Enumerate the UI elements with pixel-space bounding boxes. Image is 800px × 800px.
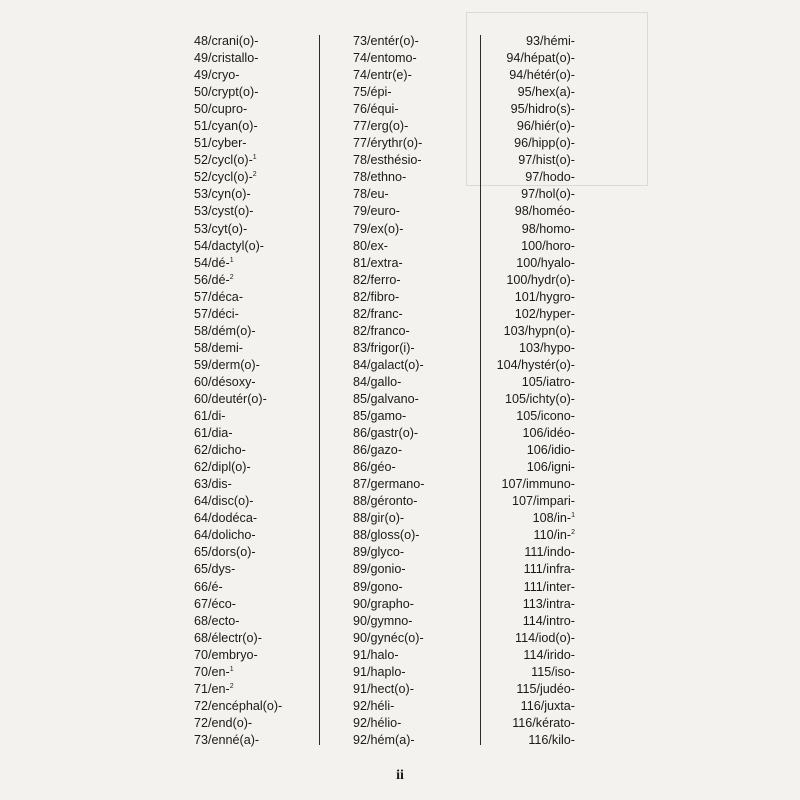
entry-text: 49/cristallo- (194, 51, 259, 66)
entry-text: 92/héli- (353, 698, 395, 713)
entry-text: 88/gloss(o)- (353, 528, 420, 543)
entry-text: 88/gir(o)- (353, 511, 405, 526)
entry-text: 92/hélio- (353, 715, 402, 730)
entry-text: 100/horo- (521, 238, 575, 253)
entry-text: 51/cyber- (194, 136, 247, 151)
entry-text: 79/ex(o)- (353, 221, 404, 236)
entry-text: 82/ferro- (353, 272, 401, 287)
entry-text: 116/kilo- (528, 732, 575, 747)
index-entry (353, 340, 415, 357)
entry-text: 85/gamo- (353, 409, 407, 424)
index-entry (527, 442, 575, 459)
entry-text: 61/dia- (194, 426, 233, 441)
index-entry (194, 84, 258, 101)
entry-text: 114/irido- (523, 647, 575, 662)
index-entry (353, 698, 394, 715)
index-entry (517, 118, 575, 135)
index-entry (502, 476, 576, 493)
homonym-number: 1 (229, 256, 234, 264)
entry-text: 63/dis- (194, 477, 232, 492)
index-entry (194, 698, 282, 715)
entry-text: 76/équi- (353, 102, 399, 117)
index-entry (512, 715, 575, 732)
entry-text: 84/gallo- (353, 374, 402, 389)
entry-text: 52/cycl(o)- (194, 170, 253, 185)
index-entry (534, 527, 575, 544)
index-entry (353, 664, 406, 681)
index-entry (521, 186, 575, 203)
index-entry (194, 613, 240, 630)
index-entry (522, 425, 575, 442)
index-entry (519, 340, 575, 357)
entry-text: 115/judéo- (516, 681, 575, 696)
index-entry (194, 715, 252, 732)
entry-text: 65/dys- (194, 562, 236, 577)
entry-text: 57/déci- (194, 306, 239, 321)
index-entry (525, 169, 575, 186)
index-entry (531, 664, 575, 681)
index-entry (511, 101, 575, 118)
index-entry (194, 50, 258, 67)
index-entry (516, 408, 575, 425)
entry-text: 105/icono- (516, 409, 575, 424)
index-entry (353, 544, 404, 561)
entry-text: 106/idio- (526, 443, 575, 458)
entry-text: 58/dém(o)- (194, 323, 256, 338)
entry-text: 60/désoxy- (194, 374, 256, 389)
entry-text: 92/hém(a)- (353, 732, 415, 747)
entry-text: 106/igni- (526, 460, 575, 475)
index-entry (505, 391, 575, 408)
index-entry (194, 255, 234, 272)
index-entry (353, 561, 406, 578)
index-entry (353, 442, 402, 459)
column-divider (480, 35, 481, 745)
index-entry (523, 647, 575, 664)
entry-text: 96/hipp(o)- (514, 136, 575, 151)
entry-text: 53/cyt(o)- (194, 221, 248, 236)
index-entry (353, 476, 424, 493)
index-entry (194, 732, 259, 749)
index-entry (353, 101, 399, 118)
index-entry (194, 238, 264, 255)
index-entry (516, 681, 575, 698)
index-entry (353, 681, 414, 698)
entry-text: 86/géo- (353, 460, 396, 475)
entry-text: 102/hyper- (514, 306, 575, 321)
entry-text: 108/in- (532, 511, 572, 526)
entry-text: 54/dé- (194, 255, 230, 270)
index-entry (353, 152, 422, 169)
entry-text: 91/halo- (353, 647, 399, 662)
entry-text: 91/haplo- (353, 664, 406, 679)
entry-text: 82/fibro- (353, 289, 400, 304)
index-entry (194, 323, 256, 340)
entry-text: 73/enné(a)- (194, 732, 260, 747)
index-entry (194, 391, 267, 408)
entry-text: 107/immuno- (501, 477, 575, 492)
entry-text: 106/idéo- (522, 426, 575, 441)
index-entry (194, 408, 226, 425)
entry-text: 100/hydr(o)- (506, 272, 575, 287)
homonym-number: 1 (229, 665, 234, 673)
homonym-number: 1 (252, 154, 257, 162)
index-entry (353, 630, 424, 647)
index-entry (509, 67, 575, 84)
index-entry (353, 493, 417, 510)
index-entry (194, 357, 260, 374)
index-entry (524, 544, 575, 561)
index-entry (515, 289, 575, 306)
index-entry (353, 391, 419, 408)
index-entry (516, 255, 575, 272)
entry-text: 89/gonio- (353, 562, 406, 577)
index-entry (504, 323, 575, 340)
entry-text: 66/é- (194, 579, 223, 594)
index-entry (353, 596, 414, 613)
index-entry (515, 203, 575, 220)
index-entry (522, 221, 575, 238)
entry-text: 72/encéphal(o)- (194, 698, 283, 713)
index-entry (194, 681, 234, 698)
index-entry (194, 101, 247, 118)
entry-text: 82/franc- (353, 306, 403, 321)
entry-text: 62/dipl(o)- (194, 460, 251, 475)
index-entry (194, 374, 256, 391)
entry-text: 111/indo- (524, 545, 575, 560)
entry-text: 97/hist(o)- (518, 153, 575, 168)
index-entry (194, 442, 246, 459)
index-entry (506, 272, 575, 289)
index-entry (194, 340, 243, 357)
entry-text: 60/deutér(o)- (194, 391, 267, 406)
entry-text: 49/cryo- (194, 68, 240, 83)
entry-text: 64/dodéca- (194, 511, 258, 526)
entry-text: 89/gono- (353, 579, 403, 594)
index-entry (194, 221, 247, 238)
entry-text: 114/iod(o)- (515, 630, 575, 645)
index-entry (515, 306, 575, 323)
index-entry (353, 306, 403, 323)
index-entry (353, 84, 392, 101)
homonym-number: 1 (571, 512, 575, 520)
index-entry (194, 135, 247, 152)
entry-text: 58/demi- (194, 340, 243, 355)
entry-text: 71/en- (194, 681, 230, 696)
entry-text: 90/gynéc(o)- (353, 630, 424, 645)
index-entry (194, 493, 254, 510)
entry-text: 77/érythr(o)- (353, 136, 423, 151)
entry-text: 74/entr(e)- (353, 68, 412, 83)
index-column-2 (353, 33, 424, 749)
index-entry (522, 374, 575, 391)
index-entry (194, 561, 235, 578)
index-entry (194, 647, 258, 664)
entry-text: 84/galact(o)- (353, 357, 424, 372)
index-entry (353, 323, 410, 340)
index-entry (353, 374, 401, 391)
index-entry (194, 510, 257, 527)
index-entry (353, 50, 417, 67)
index-entry (194, 289, 243, 306)
entry-text: 52/cycl(o)- (194, 153, 253, 168)
index-entry (194, 527, 256, 544)
entry-text: 82/franco- (353, 323, 410, 338)
entry-text: 78/eu- (353, 187, 389, 202)
index-entry (194, 544, 256, 561)
entry-text: 62/dicho- (194, 443, 246, 458)
index-entry (194, 459, 251, 476)
entry-text: 94/hépat(o)- (506, 51, 575, 66)
index-entry (353, 118, 408, 135)
entry-text: 87/germano- (353, 477, 425, 492)
entry-text: 111/inter- (523, 579, 575, 594)
index-entry (528, 732, 575, 749)
entry-text: 86/gazo- (353, 443, 403, 458)
index-entry (353, 613, 413, 630)
entry-text: 110/in- (533, 528, 572, 543)
entry-text: 68/électr(o)- (194, 630, 262, 645)
index-entry (527, 459, 575, 476)
entry-text: 64/disc(o)- (194, 494, 254, 509)
entry-text: 89/glyco- (353, 545, 405, 560)
index-entry (194, 272, 234, 289)
index-entry (353, 255, 403, 272)
entry-text: 78/esthésio- (353, 153, 422, 168)
index-entry (353, 289, 399, 306)
index-entry (518, 84, 575, 101)
entry-text: 111/infra- (523, 562, 575, 577)
entry-text: 105/ichty(o)- (505, 391, 575, 406)
entry-text: 78/ethno- (353, 170, 407, 185)
entry-text: 96/hiér(o)- (516, 119, 575, 134)
index-entry (353, 272, 401, 289)
index-column-1 (194, 33, 282, 749)
index-entry (353, 527, 420, 544)
entry-text: 80/ex- (353, 238, 389, 253)
index-entry (353, 169, 406, 186)
index-entry (353, 203, 400, 220)
entry-text: 68/ecto- (194, 613, 240, 628)
index-entry (353, 732, 415, 749)
entry-text: 73/entér(o)- (353, 34, 419, 48)
entry-text: 59/derm(o)- (194, 357, 260, 372)
index-entry (353, 459, 396, 476)
index-entry (515, 630, 575, 647)
index-entry (521, 238, 575, 255)
entry-text: 114/intro- (522, 613, 575, 628)
entry-text: 61/di- (194, 409, 226, 424)
entry-text: 53/cyn(o)- (194, 187, 251, 202)
entry-text: 116/kérato- (512, 715, 575, 730)
index-entry (194, 630, 262, 647)
index-entry (194, 579, 223, 596)
entry-text: 77/erg(o)- (353, 119, 409, 134)
entry-text: 101/hygro- (514, 289, 575, 304)
entry-text: 72/end(o)- (194, 715, 253, 730)
entry-text: 56/dé- (194, 272, 230, 287)
entry-text: 103/hypo- (518, 340, 575, 355)
entry-text: 98/homo- (521, 221, 575, 236)
index-column-3 (496, 33, 575, 749)
index-entry (353, 221, 403, 238)
index-entry (521, 698, 575, 715)
entry-text: 105/iatro- (521, 374, 575, 389)
homonym-number: 2 (252, 171, 257, 179)
index-entry (497, 357, 575, 374)
entry-text: 86/gastr(o)- (353, 426, 419, 441)
homonym-number: 2 (571, 529, 575, 537)
entry-text: 81/extra- (353, 255, 403, 270)
entry-text: 65/dors(o)- (194, 545, 256, 560)
index-entry (514, 135, 575, 152)
index-entry (353, 67, 412, 84)
entry-text: 57/déca- (194, 289, 244, 304)
entry-text: 95/hidro(s)- (510, 102, 575, 117)
entry-text: 95/hex(a)- (517, 85, 575, 100)
entry-text: 88/géronto- (353, 494, 418, 509)
index-entry (194, 118, 258, 135)
index-entry (523, 613, 575, 630)
index-entry (194, 596, 236, 613)
entry-text: 90/grapho- (353, 596, 414, 611)
index-entry (353, 510, 404, 527)
entry-text: 67/éco- (194, 596, 237, 611)
index-entry (194, 186, 251, 203)
index-entry (524, 561, 575, 578)
index-entry (353, 647, 399, 664)
index-entry (518, 152, 575, 169)
index-entry (512, 493, 575, 510)
column-divider (319, 35, 320, 745)
entry-text: 64/dolicho- (194, 528, 256, 543)
index-entry (353, 715, 401, 732)
entry-text: 70/en- (194, 664, 230, 679)
entry-text: 79/euro- (353, 204, 400, 219)
index-entry (194, 33, 258, 50)
entry-text: 97/hodo- (525, 170, 575, 185)
index-entry (194, 169, 257, 186)
index-entry (353, 408, 406, 425)
index-entry (194, 203, 253, 220)
index-entry (194, 306, 239, 323)
index-entry (353, 238, 388, 255)
entry-text: 116/juxta- (520, 698, 575, 713)
entry-text: 85/galvano- (353, 391, 419, 406)
index-entry (353, 357, 424, 374)
index-entry (194, 476, 232, 493)
homonym-number: 2 (229, 682, 234, 690)
index-entry (353, 425, 418, 442)
index-entry (526, 33, 575, 50)
page-number: ii (396, 768, 404, 783)
entry-text: 51/cyan(o)- (194, 119, 258, 134)
entry-text: 115/iso- (531, 664, 575, 679)
entry-text: 94/hétér(o)- (509, 68, 575, 83)
index-entry (194, 425, 233, 442)
entry-text: 75/épi- (353, 85, 392, 100)
entry-text: 100/hyalo- (516, 255, 575, 270)
entry-text: 91/hect(o)- (353, 681, 414, 696)
entry-text: 90/gymno- (353, 613, 413, 628)
entry-text: 53/cyst(o)- (194, 204, 254, 219)
index-entry (353, 135, 422, 152)
entry-text: 70/embryo- (194, 647, 258, 662)
index-entry (506, 50, 575, 67)
entry-text: 50/cupro- (194, 102, 248, 117)
entry-text: 74/entomo- (353, 51, 417, 66)
entry-text: 83/frigor(i)- (353, 340, 415, 355)
entry-text: 93/hémi- (526, 34, 575, 48)
index-entry (524, 579, 575, 596)
entry-text: 48/crani(o)- (194, 34, 259, 48)
homonym-number: 2 (229, 273, 234, 281)
entry-text: 54/dactyl(o)- (194, 238, 264, 253)
entry-text: 50/crypt(o)- (194, 85, 259, 100)
entry-text: 98/homéo- (514, 204, 575, 219)
entry-text: 103/hypn(o)- (503, 323, 575, 338)
index-entry (194, 664, 234, 681)
entry-text: 97/hol(o)- (521, 187, 575, 202)
index-entry (353, 579, 403, 596)
index-entry (533, 510, 575, 527)
index-entry (353, 33, 419, 50)
entry-text: 113/intra- (522, 596, 575, 611)
index-entry (523, 596, 575, 613)
entry-text: 104/hystér(o)- (496, 357, 575, 372)
index-entry (194, 152, 257, 169)
entry-text: 107/impari- (512, 494, 575, 509)
index-entry (194, 67, 240, 84)
index-entry (353, 186, 389, 203)
